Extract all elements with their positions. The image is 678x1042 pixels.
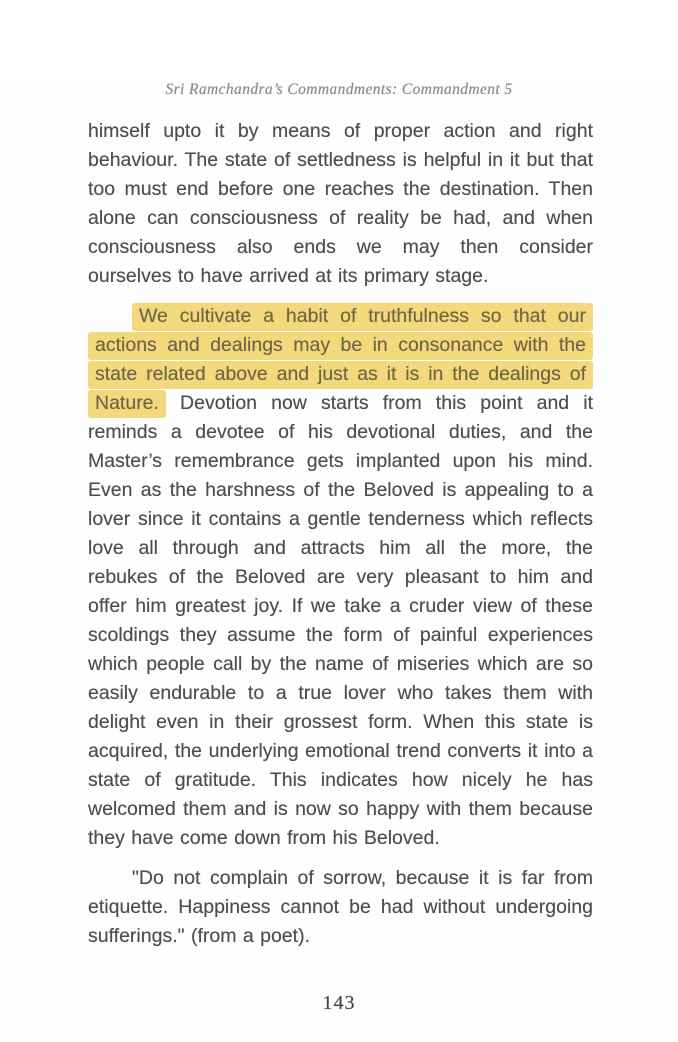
page-number: 143 bbox=[322, 992, 356, 1014]
book-page bbox=[0, 80, 678, 1042]
paragraph-1: himself upto it by means of proper action and right behaviour. The state of settledness is helpful in it but that too must end before one reaches the destination. Then alone can consciousness of reality be had, and when consciousness also ends we may then consider ourselves to have arrived at its primary stage. bbox=[88, 120, 593, 287]
paragraph-2 bbox=[88, 302, 593, 853]
running-header: Sri Ramchandra’s Commandments: Commandment 5 bbox=[165, 81, 513, 98]
page-body bbox=[88, 117, 593, 951]
paragraph-2-continuation: Devotion now starts from this point and it reminds a devotee of his devotional duties, and the Master’s remembrance gets implanted upon his mind. Even as the harshness of the Beloved is appealing to a lover since it contains a gentle tenderness which reflects love all through and attracts him all the more, the rebukes of the Beloved are very pleasant to him and offer him greatest joy. If we take a cruder view of these scoldings they assume the form of painful experiences which people call by the name of miseries which are so easily endurable to a true lover who takes them with delight even in their grossest form. When this state is acquired, the underlying emotional trend converts it into a state of gratitude. This indicates how nicely he has welcomed them and is now so happy with them because they have come down from his Beloved. bbox=[88, 392, 593, 849]
paragraph-3-quote: "Do not complain of sorrow, because it is far from etiquette. Happiness cannot be had without undergoing sufferings." (from a poet). bbox=[88, 867, 593, 947]
highlighted-passage: We cultivate a habit of truthfulness so that our actions and dealings may be in consonance with the state related above and just as it is in the dealings of Nature. bbox=[88, 303, 593, 418]
